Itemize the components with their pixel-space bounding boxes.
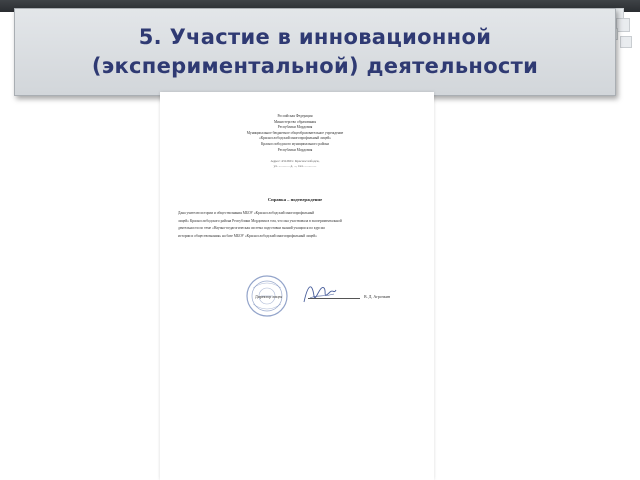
address-line: ул. ............. д. ..., тел. .............. <box>273 164 317 168</box>
slide-title-line-2: (экспериментальной) деятельности <box>91 54 539 78</box>
header-line: Министерство образования <box>273 119 316 124</box>
header-line: Муниципальное бюджетное общеобразовательное учреждение <box>246 130 344 135</box>
scanned-document <box>160 92 434 480</box>
document-header <box>220 114 370 153</box>
signature-name: В. Д. Агрочкин <box>364 294 391 299</box>
document-title: Справка – подтверждение <box>267 197 323 202</box>
header-line: Республики Мордовия <box>277 147 313 152</box>
document-body <box>178 210 418 240</box>
slide-title-panel <box>14 8 616 96</box>
header-line: Республики Мордовия <box>277 125 313 130</box>
signature-label: Директор лицея <box>255 294 283 299</box>
header-line: Краснослободского муниципального района <box>261 141 329 146</box>
body-line: истории и обществознания» на базе МБОУ «Краснослободский многопрофильный лицей» <box>178 233 317 238</box>
slide-title-line-1: 5. Участие в инновационной <box>138 25 492 49</box>
address-line: Адрес: 431260 г. Краснослободск, <box>270 159 320 163</box>
header-line: Российская Федерация <box>277 114 313 118</box>
body-line: деятельности по теме «Научно-педагогическая система подготовки знаний учащихся по курсам <box>178 226 325 231</box>
body-line: Дана учителю истории и обществознания МБОУ «Краснослободский многопрофильный <box>178 211 315 215</box>
handwritten-signature-icon <box>300 278 338 308</box>
body-line: лицей» Краснослободского района Республики Мордовия в том, что она участвовала в экспериментальной <box>178 218 342 223</box>
document-address <box>220 159 370 169</box>
header-line: «Краснослободский многопрофильный лицей» <box>258 136 332 141</box>
